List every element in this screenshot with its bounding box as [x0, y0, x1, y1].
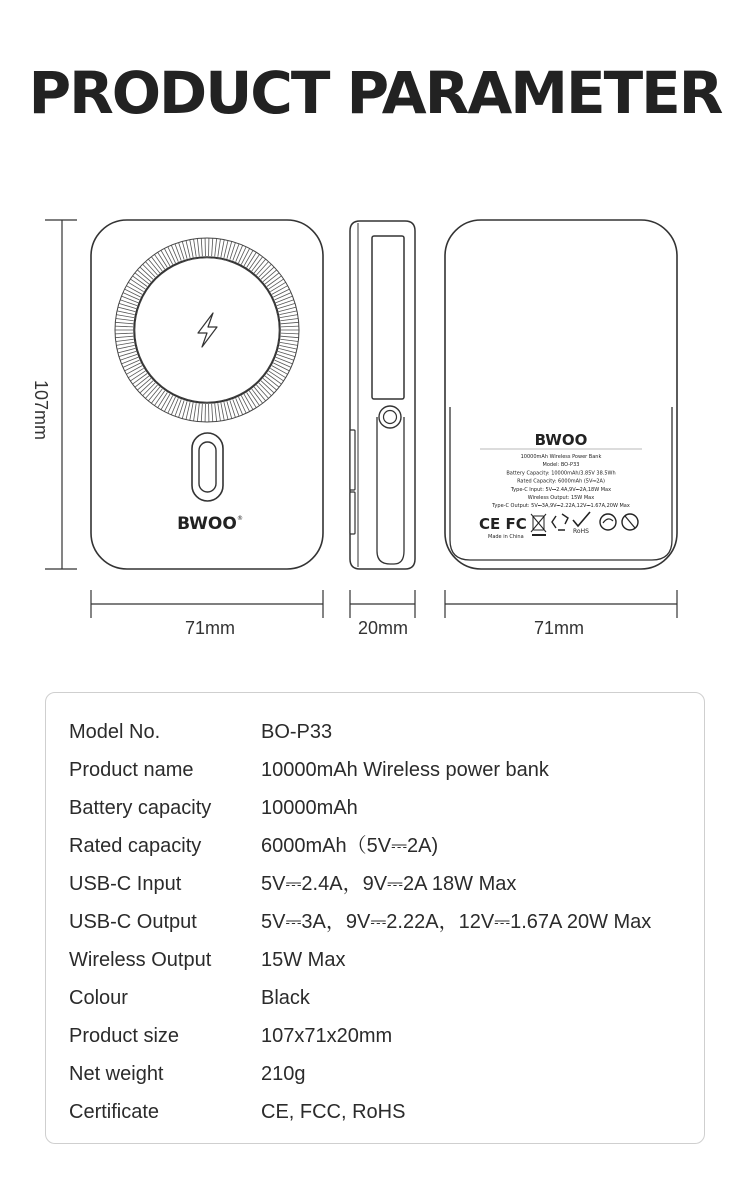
label-line: Type-C Input: 5V⎓2.4A,9V⎓2A,18W Max — [510, 486, 612, 493]
product-drawing — [0, 200, 750, 660]
spec-label: Battery capacity — [69, 797, 212, 819]
front-view — [91, 220, 323, 569]
height-dimension-label: 107mm — [31, 380, 51, 441]
spec-label: Wireless Output — [69, 949, 212, 971]
svg-text:CE FC: CE FC — [479, 515, 527, 533]
spec-label: Certificate — [69, 1101, 160, 1123]
spec-row — [69, 713, 689, 751]
spec-value: 107x71x20mm — [261, 1025, 393, 1047]
spec-row — [69, 789, 689, 827]
spec-value: 15W Max — [261, 949, 346, 971]
spec-row — [69, 979, 689, 1017]
spec-value: CE, FCC, RoHS — [261, 1101, 406, 1123]
width-dimensions — [91, 590, 677, 618]
label-line: Type-C Output: 5V⎓3A,9V⎓2.22A,12V⎓1.67A,20W Max — [492, 503, 630, 510]
spec-label: Product size — [69, 1025, 180, 1047]
spec-row — [69, 1093, 689, 1131]
spec-value: 210g — [261, 1063, 306, 1085]
label-line: Wireless Output: 15W Max — [527, 495, 595, 501]
side-depth-label: 20mm — [357, 618, 408, 638]
spec-value: 10000mAh Wireless power bank — [261, 759, 549, 781]
front-width-label: 71mm — [184, 618, 235, 638]
svg-text:®: ® — [237, 515, 243, 522]
spec-value: 10000mAh — [261, 797, 358, 819]
label-line: Model: BO-P33 — [542, 462, 580, 469]
spec-label: USB-C Input — [69, 873, 182, 895]
label-line: Rated Capacity: 6000mAh (5V⎓2A) — [517, 478, 605, 485]
spec-row — [69, 827, 689, 865]
svg-text:RoHS: RoHS — [573, 528, 589, 535]
side-view — [350, 221, 415, 569]
spec-value: 5V⎓3A，9V⎓2.22A，12V⎓1.67A 20W Max — [261, 911, 652, 933]
front-brand-logo: BWOO — [177, 514, 237, 534]
specs-table — [45, 692, 705, 1144]
back-width-label: 71mm — [533, 618, 584, 638]
spec-label: Model No. — [69, 721, 161, 743]
back-view — [445, 220, 677, 569]
spec-label: USB-C Output — [69, 911, 197, 933]
spec-row — [69, 751, 689, 789]
spec-label: Colour — [69, 987, 128, 1009]
spec-value: Black — [261, 987, 310, 1009]
spec-label: Rated capacity — [69, 835, 202, 857]
spec-value: 6000mAh（5V⎓2A) — [261, 835, 439, 857]
spec-value: BO-P33 — [261, 721, 333, 743]
spec-row — [69, 941, 689, 979]
spec-row — [69, 865, 689, 903]
spec-row — [69, 903, 689, 941]
spec-row — [69, 1055, 689, 1093]
svg-text:Made in China: Made in China — [488, 534, 524, 540]
label-line: Battery Capacity: 10000mAh/3.85V 38.5Wh — [506, 470, 616, 477]
page-title: PRODUCT PARAMETER — [28, 59, 722, 127]
spec-label: Net weight — [69, 1063, 164, 1085]
spec-row — [69, 1017, 689, 1055]
spec-label: Product name — [69, 759, 194, 781]
spec-value: 5V⎓2.4A，9V⎓2A 18W Max — [261, 873, 517, 895]
label-line: 10000mAh Wireless Power Bank — [520, 454, 602, 460]
back-brand-logo: BWOO — [534, 431, 588, 449]
